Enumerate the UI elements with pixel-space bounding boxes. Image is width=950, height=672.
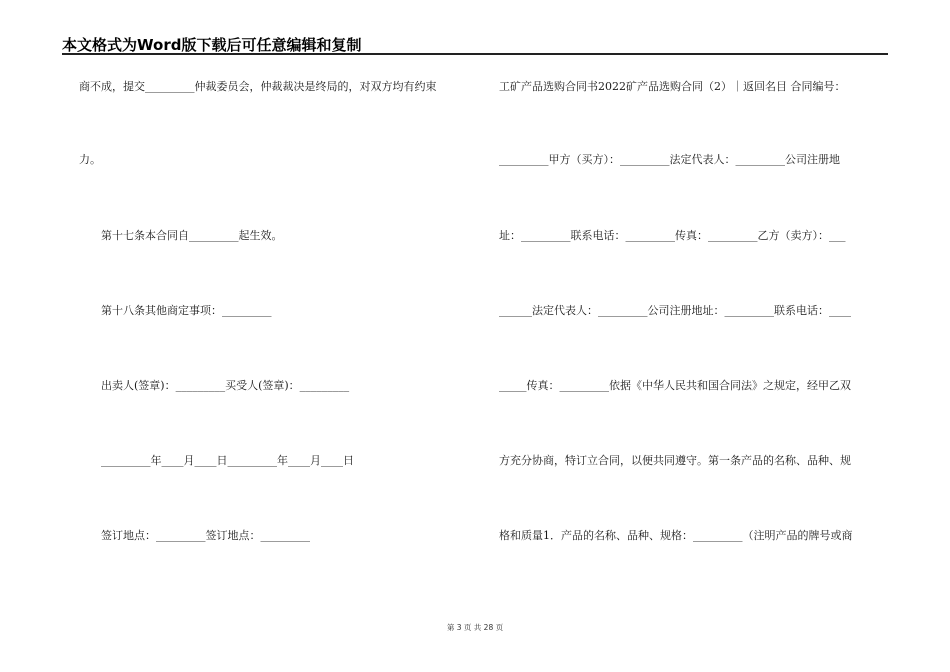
left-line-7: 签订地点：_________签订地点：_________ bbox=[101, 529, 310, 542]
right-line-7: 格和质量1．产品的名称、品种、规格：_________（注明产品的牌号或商 bbox=[499, 529, 853, 542]
right-line-4: ______法定代表人：_________公司注册地址：_________联系电话：____ bbox=[499, 304, 851, 317]
right-line-2: _________甲方（买方）：_________法定代表人：_________公司注册地 bbox=[499, 153, 840, 166]
left-line-3: 第十七条本合同自_________起生效。 bbox=[101, 229, 283, 242]
right-line-5: _____传真：_________依据《中华人民共和国合同法》之规定，经甲乙双 bbox=[499, 379, 851, 392]
right-line-6: 方充分协商，特订立合同，以便共同遵守。第一条产品的名称、品种、规 bbox=[499, 454, 851, 467]
header-divider bbox=[62, 53, 888, 55]
document-header-title: 本文格式为Word版下载后可任意编辑和复制 bbox=[62, 36, 362, 54]
left-line-6: _________年____月____日_________年____月____日 bbox=[101, 454, 354, 467]
right-line-3: 址：_________联系电话：_________传真：_________乙方（卖方）：___ bbox=[499, 229, 846, 242]
left-line-2: 力。 bbox=[79, 153, 101, 166]
left-line-5: 出卖人(签章)：_________买受人(签章)：_________ bbox=[101, 379, 350, 392]
page-number-footer: 第 3 页 共 28 页 bbox=[446, 623, 504, 632]
left-line-1: 商不成，提交_________仲裁委员会，仲裁裁决是终局的，对双方均有约束 bbox=[79, 80, 437, 93]
right-line-1: 工矿产品选购合同书2022矿产品选购合同（2）｜返回名目 合同编号： bbox=[499, 80, 846, 93]
left-line-4: 第十八条其他商定事项：_________ bbox=[101, 304, 272, 317]
